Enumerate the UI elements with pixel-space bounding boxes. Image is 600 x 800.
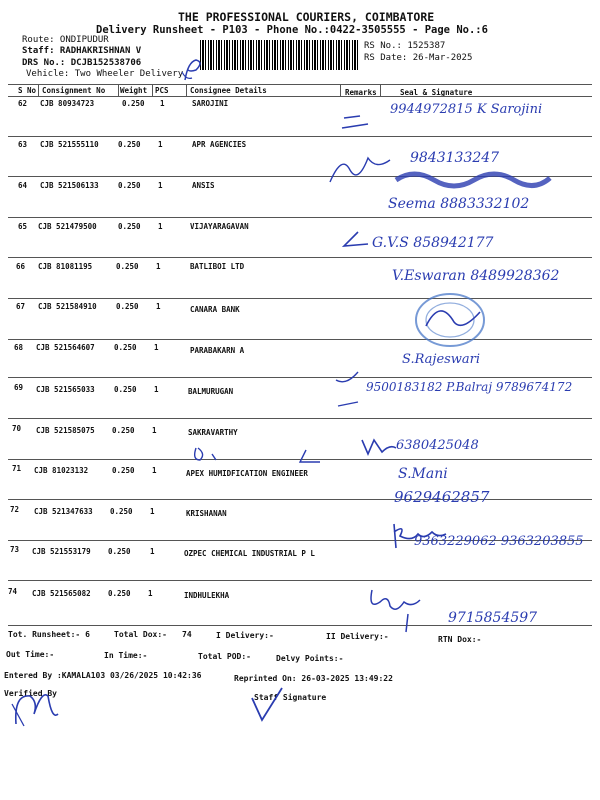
staff-label: Staff: RADHAKRISHNAN V [22,46,142,56]
out-time: Out Time:- [6,650,55,659]
row-weight: 0.250 [116,302,139,311]
col-remarks: Remarks [345,88,377,97]
row-consignment: CJB 521555110 [40,140,99,149]
row-pcs: 1 [150,547,155,556]
entered-by: Entered By :KAMALA103 03/26/2025 10:42:36 [4,671,202,680]
col-pcs: PCS [155,86,169,95]
row-weight: 0.250 [108,547,131,556]
row-handwriting: 9500183182 P.Balraj 9789674172 [366,380,573,394]
row-handwriting: 9843133247 [410,150,500,166]
col-seal: Seal & Signature [400,88,473,97]
row-weight: 0.250 [108,589,131,598]
row-pcs: 1 [152,466,157,475]
row-pcs: 1 [148,589,153,598]
row-pcs: 1 [150,507,155,516]
row-sno: 71 [12,464,22,473]
verified-by: Verified By [4,689,57,698]
row-pcs: 1 [158,140,163,149]
row-consignee: APEX HUMIDFICATION ENGINEER [186,469,308,478]
row-consignment: CJB 81081195 [38,262,93,271]
col-consignee: Consignee Details [190,86,267,95]
row-consignee: BATLIBOI LTD [190,262,245,271]
row-consignment: CJB 521565033 [36,385,95,394]
row-sno: 67 [16,302,26,311]
remark-scribble [190,446,330,468]
row-divider [8,418,592,419]
rs-no: RS No.: 1525387 [364,41,446,51]
row-sno: 62 [18,99,28,108]
company-stamp [410,292,490,350]
col-sep [186,84,187,96]
row-consignee: PARABAKARN A [190,346,245,355]
row-sno: 63 [18,140,28,149]
signature-scribble [340,230,370,250]
scratched-out-number [394,168,554,190]
row-consignee: CANARA BANK [190,305,240,314]
row-consignment: CJB 521347633 [34,507,93,516]
col-sep [380,84,381,96]
row-divider [8,339,592,340]
row-consignment: CJB 521565082 [32,589,91,598]
col-sno: S No [18,86,37,95]
row-handwriting: G.V.S 858942177 [372,235,494,251]
row-weight: 0.250 [114,343,137,352]
row-sno: 65 [18,222,28,231]
runsheet-subtitle: Delivery Runsheet - P103 - Phone No.:0422-3505555 - Page No.:6 [96,24,488,36]
signature-scribble [332,370,372,415]
row-consignee: BALMURUGAN [188,387,234,396]
row-pcs: 1 [156,302,161,311]
row-consignment: CJB 521553179 [32,547,91,556]
rs-date: RS Date: 26-Mar-2025 [364,53,473,63]
company-title: THE PROFESSIONAL COURIERS, COIMBATORE [178,10,435,24]
row-divider [8,298,592,299]
row-handwriting: Seema 8883332102 [388,196,530,212]
signature-scribble [328,150,398,190]
row-sno: 72 [10,505,20,514]
row-weight: 0.250 [118,140,141,149]
row-weight: 0.250 [110,507,133,516]
row-handwriting: 9944972815 K Sarojini [390,102,543,117]
row-consignee: SAKRAVARTHY [188,428,238,437]
col-sep [118,84,119,96]
signature-scribble [360,436,400,458]
row-consignee: ANSIS [192,181,215,190]
row-divider [8,377,592,378]
row-pcs: 1 [160,99,165,108]
row-weight: 0.250 [112,466,135,475]
row-divider [8,257,592,258]
row-sno: 73 [10,545,20,554]
row-pcs: 1 [156,262,161,271]
row-handwriting: 9363229062 9363203855 [414,534,584,549]
row-handwriting: 9715854597 [448,610,538,626]
row-weight: 0.250 [122,99,145,108]
vehicle-label: Vehicle: Two Wheeler Delivery [26,69,184,79]
col-consignment: Consignment No [42,86,106,95]
i-delivery: I Delivery:- [216,631,274,640]
row-weight: 0.250 [118,181,141,190]
row-pcs: 1 [158,181,163,190]
col-sep [340,84,341,96]
col-sep [38,84,39,96]
staff-signature-mark [248,686,288,726]
row-consignee: SAROJINI [192,99,229,108]
row-consignment: CJB 521479500 [38,222,97,231]
signature-scribble [388,520,448,552]
row-pcs: 1 [152,426,157,435]
handwritten-mark [180,56,220,86]
row-sno: 68 [14,343,24,352]
in-time: In Time:- [104,651,148,660]
total-dox-label: Total Dox:- [114,630,167,639]
row-divider [8,580,592,581]
row-weight: 0.250 [116,262,139,271]
row-consignee: KRISHANAN [186,509,227,518]
col-sep [152,84,153,96]
row-handwriting: S.Mani [398,466,448,482]
total-dox-value: 74 [182,630,192,639]
row-sno: 64 [18,181,28,190]
row-divider [8,217,592,218]
row-handwriting: S.Rajeswari [402,352,481,367]
row-pcs: 1 [158,222,163,231]
table-top-border [8,84,592,85]
row-handwriting: V.Eswaran 8489928362 [392,268,560,284]
drs-label: DRS No.: DCJB152538706 [22,58,142,68]
signature-scribble [340,110,380,135]
row-handwriting: 6380425048 [396,438,479,453]
tot-runsheet: Tot. Runsheet:- 6 [8,630,90,639]
row-sno: 74 [8,587,18,596]
staff-signature: Staff Signature [254,693,327,702]
row-divider [8,136,592,137]
col-weight: Weight [120,86,148,95]
row-consignee: OZPEC CHEMICAL INDUSTRIAL P L [184,549,315,558]
row-sno: 70 [12,424,22,433]
row-consignee: APR AGENCIES [192,140,247,149]
row-consignment: CJB 521506133 [40,181,99,190]
delvy-points: Delvy Points:- [276,654,344,663]
row-weight: 0.250 [118,222,141,231]
row-divider [8,499,592,500]
row-consignment: CJB 81023132 [34,466,89,475]
row-pcs: 1 [154,385,159,394]
row-consignee: VIJAYARAGAVAN [190,222,249,231]
row-consignment: CJB 521564607 [36,343,95,352]
barcode [200,40,358,70]
row-consignment: CJB 80934723 [40,99,95,108]
row-consignment: CJB 521585075 [36,426,95,435]
row-weight: 0.250 [114,385,137,394]
row-sno: 66 [16,262,26,271]
table-header-border [8,96,592,97]
total-pod: Total POD:- [198,652,251,661]
route-label: Route: ONDIPUDUR [22,35,109,45]
rtn-dox: RTN Dox:- [438,635,482,644]
row-consignment: CJB 521584910 [38,302,97,311]
row-consignee: INDHULEKHA [184,591,230,600]
ii-delivery: II Delivery:- [326,632,389,641]
row-weight: 0.250 [112,426,135,435]
row-handwriting: 9629462857 [394,488,490,506]
row-sno: 69 [14,383,24,392]
reprinted-on: Reprinted On: 26-03-2025 13:49:22 [234,674,393,683]
verified-signature [8,684,68,734]
signature-scribble [366,584,446,636]
row-pcs: 1 [154,343,159,352]
